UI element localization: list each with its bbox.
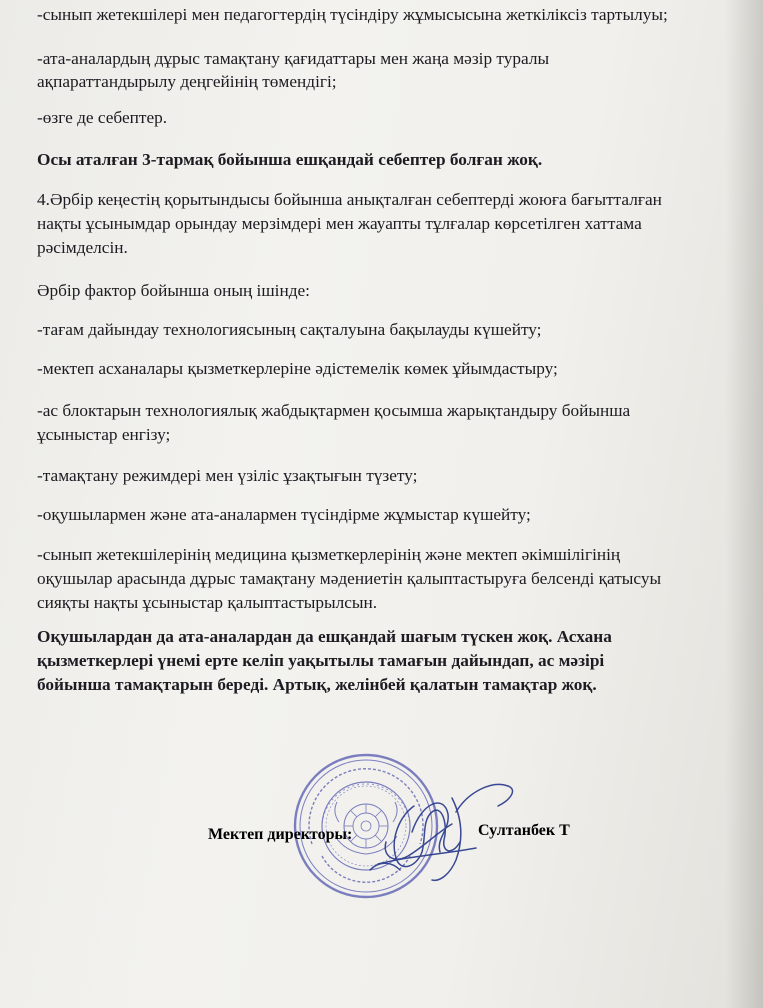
text-line: -өзге де себептер. (37, 108, 168, 127)
text-line: 4.Әрбір кеңестің қорытындысы бойынша анықталған себептерді жоюға бағытталған (37, 190, 662, 209)
list-item: -мектеп асханалары қызметкерлеріне әдістемелік көмек ұйымдастыру; (37, 359, 558, 378)
list-item: -тағам дайындау технологиясының сақталуына бақылауды күшейту; (37, 320, 542, 339)
list-item: -сынып жетекшілерінің медицина қызметкерлерінің және мектеп әкімшілігінің (37, 545, 621, 564)
text-line: Әрбір фактор бойынша оның ішінде: (37, 281, 310, 300)
list-item: -тамақтану режимдері мен үзіліс ұзақтығын түзету; (37, 466, 418, 485)
list-item: -оқушылармен және ата-аналармен түсіндірме жұмыстар күшейту; (37, 505, 531, 524)
text-line: нақты ұсынымдар орындау мерзімдері мен жауапты тұлғалар көрсетілген хаттама (37, 214, 642, 233)
bold-statement: қызметкерлері үнемі ерте келіп уақытылы тамағын дайындап, ас мәзірі (37, 651, 605, 670)
list-item: -ас блоктарын технологиялық жабдықтармен қосымша жарықтандыру бойынша (37, 401, 631, 420)
list-item: сияқты нақты ұсыныстар қалыптастырылсын. (37, 593, 378, 612)
text-line: -ата-аналардың дұрыс тамақтану қағидаттары мен жаңа мәзір туралы (37, 49, 550, 68)
list-item: ұсыныстар енгізу; (37, 425, 171, 444)
text-line: -сынып жетекшілері мен педагогтердің түсіндіру жұмысысына жеткіліксіз тартылуы; (37, 5, 668, 24)
text-line: ақпараттандырылу деңгейінің төмендігі; (37, 72, 337, 91)
director-name: Султанбек Т (478, 822, 570, 839)
director-label: Мектеп директоры: (208, 826, 353, 843)
list-item: оқушылар арасында дұрыс тамақтану мәдениетін қалыптастыруға белсенді қатысуы (37, 569, 662, 588)
text-line: рәсімделсін. (37, 238, 128, 257)
bold-statement: бойынша тамақтарын береді. Артық, желінбей қалатын тамақтар жоқ. (37, 675, 597, 694)
bold-statement: Оқушылардан да ата-аналардан да ешқандай шағым түскен жоқ. Асхана (37, 627, 612, 646)
bold-statement: Осы аталған 3-тармақ бойынша ешқандай себептер болған жоқ. (37, 150, 543, 169)
